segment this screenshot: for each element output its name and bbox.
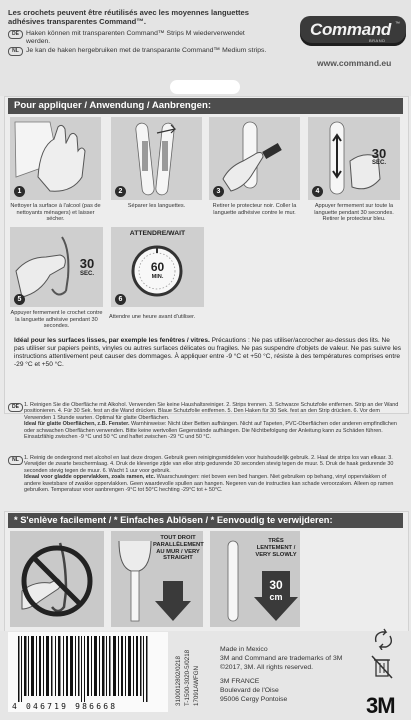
step-2-number: 2 [115, 186, 126, 197]
clock-unit: MIN. [151, 274, 164, 280]
step-6-caption: Attendre une heure avant d'utiliser. [109, 314, 196, 320]
apply-title: Pour appliquer / Anwendung / Aanbrengen: [14, 100, 212, 111]
company-street: Boulevard de l'Oise [220, 687, 279, 694]
pull-distance-unit: cm [269, 592, 283, 602]
german-ideal-heading: Ideal für glatte Oberflächen, z.B. Fenster. [24, 421, 130, 428]
french-instructions [14, 337, 402, 369]
recycle-hands-icon [372, 628, 394, 650]
barcode-bars [8, 632, 168, 702]
dutch-ideal-heading: Ideaal voor gladde oppervlakken, zoals ramen, etc. [24, 474, 156, 481]
logo-wordmark: Command [310, 20, 392, 39]
step-4-time-unit: SEC. [371, 160, 386, 166]
removal-title: * S'enlève facilement / * Einfaches Ablösen / * Eenvoudig te verwijderen: [14, 515, 333, 525]
step-6-number: 6 [115, 294, 126, 305]
removal-panel-1 [10, 531, 104, 627]
dutch-steps: 1. Reinig de ondergrond met alcohol en laat deze drogen. Gebruik geen reinigingsmiddelen voor huishoudelijk gebruik. 2. Haal de strips los van elkaar. 3. Verwijder de zwarte beschermlaag. 4. Druk de kleverige zijde van elke strip gedurende 30 seconden stevig tegen de muur. 5. Druk de haak gedurende 30 seconden stevig tegen de muur. 6. Wacht 1 uur voor gebruik. [24, 455, 394, 474]
origin-line: Made in Mexico [220, 646, 268, 653]
trademark-line: 3M and Command are trademarks of 3M [220, 655, 343, 662]
lot-code-3: 17091AWFGN [193, 665, 200, 706]
lot-code-2: T-1500-3020-5/0218 [184, 649, 191, 706]
manufacturer-info [220, 645, 342, 704]
french-ideal-heading: Idéal pour les surfaces lisses, par exemple les fenêtres / vitres. [14, 337, 210, 344]
logo-brand-label: BRAND [369, 38, 386, 43]
pull-slowly-label: TRÈS LENTEMENT / VERY SLOWLY [255, 538, 297, 558]
step-5-number: 5 [14, 294, 25, 305]
dutch-instructions [24, 455, 404, 493]
step-5-caption: Appuyer fermement le crochet contre la languette adhésive pendant 30 secondes. [10, 310, 103, 330]
company-city: 95006 Cergy Pontoise [220, 696, 288, 703]
hang-hole [170, 80, 240, 94]
step-2-caption: Séparer les languettes. [127, 203, 186, 209]
step-1-caption: Nettoyer la surface à l'alcool (pas de nettoyants ménagers) et laisser sécher. [10, 203, 101, 223]
logo-trademark: ™ [395, 21, 400, 27]
barcode-number: 4 046719 986668 [12, 702, 118, 711]
trash-bin-icon [370, 654, 394, 680]
step-5-time-unit: SEC. [79, 271, 94, 277]
dutch-warnings: Waarschuwingen: niet boven een bed hangen. Niet gebruiken op behang, vinyl oppervlakken of andere kwetsbare of zwakke oppervlakken. Geen waardevolle spullen aan hangen. Negeren van de instructies kan schade veroorzaken. Alleen op ramen gebruiken. Temperatuur voor aanbrengen -9°C tot 50°C hechting -29°C tot + 50°C. [24, 474, 394, 494]
french-precautions: Précautions : Ne pas utiliser/accrocher au-dessus des lits. Ne pas utiliser sur papiers peints, vinyles ou autres surfaces délicates ou fragiles. Ne pas suspendre d'objets de valeur. Ne pas suivre les instructions attentivement peut causer des dommages. À appliquer entre -9 °C et +50 °C, résiste à des températures comprises entre -29 °C et +50 °C. [14, 337, 401, 368]
german-warnings: Warnhinweise: Nicht über Betten aufhängen. Nicht auf Tapeten, PVC-Oberflächen oder anderen empfindlichen oder schwachen Oberflächen verwenden. Bitte keine wertvollen Gegenstände aufhängen. Die Nichtbefolgung der Anleitung kann zu Schäden führen. Einsatzfähig zwischen -9 °C und 50 °C und haftet zwischen -29 °C und 50 °C. [24, 421, 397, 441]
step-3-caption: Retirer le protecteur noir. Coller la languette adhésive contre le mur. [212, 203, 297, 216]
reuse-note-nl [8, 47, 268, 56]
language-flag-de: DE [8, 30, 23, 39]
language-flag-nl-block: NL [8, 456, 23, 465]
barcode [8, 632, 168, 712]
reuse-note-nl-text: Je kan de haken hergebruiken met de transparante Command™ Medium strips. [26, 47, 267, 55]
step-4-caption: Appuyer fermement sur toute la languette pendant 30 secondes. Retirer le protecteur bleu. [314, 203, 394, 223]
reuse-note-translations [8, 30, 268, 57]
german-instructions [24, 402, 404, 440]
german-steps: 1. Reinigen Sie die Oberfläche mit Alkohol. Verwenden Sie keine Haushaltsreiniger. 2. Strips trennen. 3. Schwarze Schutzfolie entfernen. Strip an der Wand positionieren. 4. Für 30 Sek. fest an die Wand drücken. Blaue Schutzfolie entfernen. 5. Den Haken für 30 Sek. fest an den Strip drücken. 6. Vor dem Verwenden 1 Stunde warten. Optimal für glatte Oberflächen. [24, 402, 399, 421]
pull-distance-value: 30 [269, 578, 283, 592]
reuse-note-de-text: Haken können mit transparenten Command™ Strips M wiederverwendet werden. [26, 30, 245, 46]
language-flag-nl: NL [8, 47, 23, 56]
wait-label: ATTENDRE/WAIT [129, 230, 186, 237]
clock-value: 60 [150, 260, 165, 274]
step-4-number: 4 [312, 186, 323, 197]
pull-straight-label: TOUT DROIT PARALLÈLEMENT AU MUR / VERY STRAIGHT [153, 535, 204, 562]
step-4-time-value: 30 [371, 146, 387, 161]
website-url: www.command.eu [317, 58, 392, 68]
lot-code-1: 3100012802/0218 [175, 656, 182, 706]
step-3-number: 3 [213, 186, 224, 197]
copyright-line: ©2017, 3M. All rights reserved. [220, 664, 314, 671]
language-flag-de-block: DE [8, 403, 23, 412]
step-5-time-value: 30 [79, 256, 95, 271]
french-reuse-note: Les crochets peuvent être réutilisés avec les moyennes languettes adhésives transparentes Command™. [8, 8, 249, 26]
3m-logo: 3M [366, 693, 395, 718]
no-pull-outward-icon [10, 531, 104, 627]
company-name: 3M FRANCE [220, 678, 260, 685]
step-1-number: 1 [14, 186, 25, 197]
reuse-note-de [8, 30, 268, 47]
